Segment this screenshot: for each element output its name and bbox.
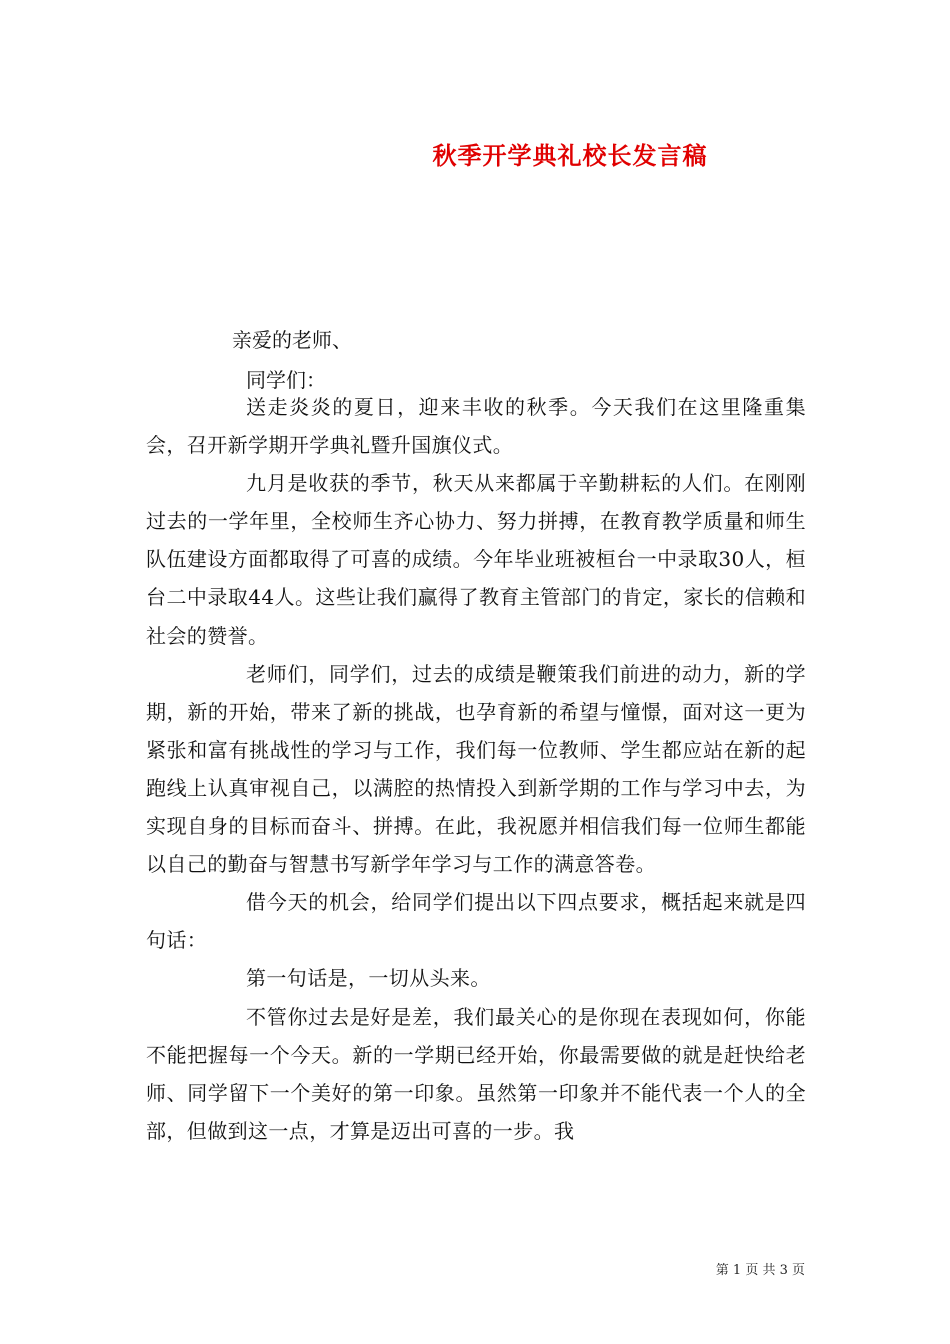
document-body	[146, 388, 806, 1150]
page-number-footer: 第 1 页 共 3 页	[715, 1263, 805, 1278]
paragraph-5: 第一句话是，一切从头来。	[246, 966, 491, 991]
paragraph-3: 老师们，同学们，过去的成绩是鞭策我们前进的动力，新的学期，新的开始，带来了新的挑战，也孕育新的希望与憧憬，面对这一更为紧张和富有挑战性的学习与工作，我们每一位教师、学生都应站在新的起跑线上认真审视自己，以满腔的热情投入到新学期的工作与学习中去，为实现自身的目标而奋斗、拼搏。在此，我祝愿并相信我们每一位师生都能以自己的勤奋与智慧书写新学年学习与工作的满意答卷。	[146, 661, 806, 877]
paragraph-1: 送走炎炎的夏日，迎来丰收的秋季。今天我们在这里隆重集会，召开新学期开学典礼暨升国旗仪式。	[146, 395, 806, 458]
page-title: 秋季开学典礼校长发言稿	[432, 141, 708, 170]
greeting-line-1: 亲爱的老师、	[232, 328, 352, 352]
paragraph-6: 不管你过去是好是差，我们最关心的是你现在表现如何，你能不能把握每一个今天。新的一学期已经开始，你最需要做的就是赶快给老师、同学留下一个美好的第一印象。虽然第一印象并不能代表一个人的全部，但做到这一点，才算是迈出可喜的一步。我	[146, 1004, 806, 1143]
paragraph-2: 九月是收获的季节，秋天从来都属于辛勤耕耘的人们。在刚刚过去的一学年里，全校师生齐心协力、努力拼搏，在教育教学质量和师生队伍建设方面都取得了可喜的成绩。今年毕业班被桓台一中录取30人，桓台二中录取44人。这些让我们赢得了教育主管部门的肯定，家长的信赖和社会的赞誉。	[146, 471, 806, 648]
greeting-line-2: 同学们：	[246, 368, 326, 392]
paragraph-4: 借今天的机会，给同学们提出以下四点要求，概括起来就是四句话：	[146, 890, 806, 953]
